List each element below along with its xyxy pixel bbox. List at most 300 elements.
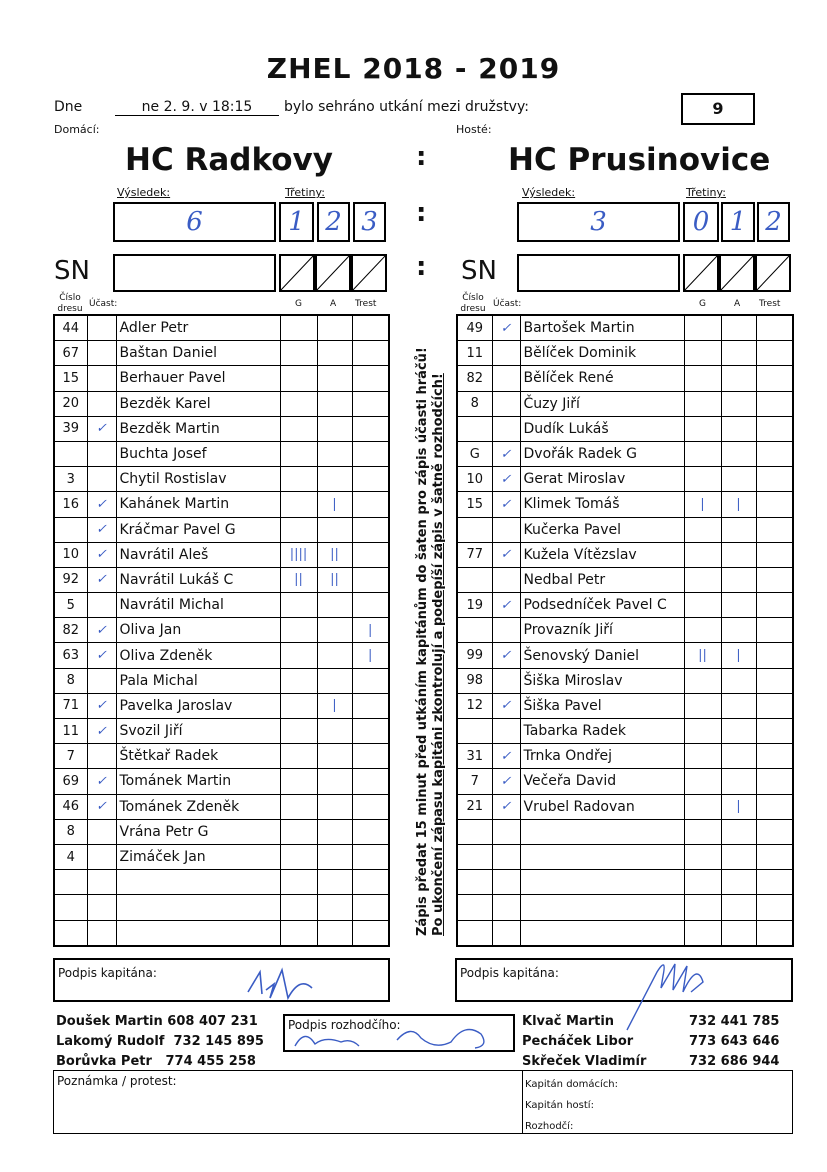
home-jersey-number[interactable] [54,920,87,946]
home-assists[interactable] [317,895,352,920]
away-player-name[interactable]: Kužela Vítězslav [520,542,684,567]
home-penalty[interactable] [352,719,389,744]
home-attendance-check[interactable] [87,844,116,869]
away-goals[interactable] [684,441,721,466]
away-attendance-check[interactable] [492,844,520,869]
away-player-name[interactable]: Večeřa David [520,769,684,794]
home-assists[interactable] [317,819,352,844]
home-assists[interactable] [317,391,352,416]
away-attendance-check[interactable]: ✓ [492,794,520,819]
home-assists[interactable] [317,668,352,693]
away-attendance-check[interactable] [492,618,520,643]
away-penalty[interactable] [756,467,793,492]
away-goals[interactable] [684,391,721,416]
home-penalty[interactable] [352,920,389,946]
home-goals[interactable] [280,593,317,618]
away-player-name[interactable] [520,819,684,844]
away-attendance-check[interactable] [492,668,520,693]
away-player-name[interactable]: Čuzy Jiří [520,391,684,416]
away-attendance-check[interactable] [492,366,520,391]
referee-sign-box[interactable] [283,1014,515,1052]
away-penalty[interactable] [756,844,793,869]
home-jersey-number[interactable]: 69 [54,769,87,794]
home-jersey-number[interactable] [54,441,87,466]
home-penalty[interactable] [352,693,389,718]
away-player-name[interactable]: Šiška Pavel [520,693,684,718]
home-goals[interactable] [280,719,317,744]
away-goals[interactable] [684,618,721,643]
home-player-name[interactable] [116,870,280,895]
home-jersey-number[interactable]: 20 [54,391,87,416]
away-penalty[interactable] [756,441,793,466]
home-attendance-check[interactable] [87,441,116,466]
home-attendance-check[interactable] [87,366,116,391]
away-goals[interactable] [684,693,721,718]
home-goals[interactable] [280,618,317,643]
home-penalty[interactable] [352,567,389,592]
home-player-name[interactable]: Vrána Petr G [116,819,280,844]
away-goals[interactable] [684,895,721,920]
away-assists[interactable] [721,870,756,895]
away-penalty[interactable] [756,769,793,794]
home-player-name[interactable]: Adler Petr [116,315,280,341]
away-jersey-number[interactable]: 31 [457,744,492,769]
home-attendance-check[interactable] [87,341,116,366]
away-player-name[interactable]: Šiška Miroslav [520,668,684,693]
away-goals[interactable] [684,870,721,895]
away-assists[interactable] [721,819,756,844]
home-captain-sign-box[interactable] [53,958,390,1002]
away-assists[interactable] [721,517,756,542]
home-assists[interactable] [317,416,352,441]
away-goals[interactable]: | [684,492,721,517]
home-attendance-check[interactable]: ✓ [87,769,116,794]
home-jersey-number[interactable]: 15 [54,366,87,391]
away-player-name[interactable]: Trnka Ondřej [520,744,684,769]
away-goals[interactable] [684,719,721,744]
away-player-name[interactable] [520,870,684,895]
home-penalty[interactable] [352,744,389,769]
away-jersey-number[interactable]: 10 [457,467,492,492]
home-goals[interactable] [280,870,317,895]
away-penalty[interactable] [756,618,793,643]
home-player-name[interactable]: Bezděk Karel [116,391,280,416]
home-jersey-number[interactable]: 92 [54,567,87,592]
away-penalty[interactable] [756,693,793,718]
home-jersey-number[interactable]: 71 [54,693,87,718]
away-jersey-number[interactable]: 21 [457,794,492,819]
away-penalty[interactable] [756,920,793,946]
home-attendance-check[interactable]: ✓ [87,517,116,542]
home-player-name[interactable]: Chytil Rostislav [116,467,280,492]
away-assists[interactable] [721,693,756,718]
away-goals[interactable] [684,794,721,819]
home-jersey-number[interactable]: 16 [54,492,87,517]
away-goals[interactable] [684,769,721,794]
away-jersey-number[interactable]: 12 [457,693,492,718]
home-jersey-number[interactable]: 46 [54,794,87,819]
away-attendance-check[interactable]: ✓ [492,542,520,567]
home-goals[interactable]: |||| [280,542,317,567]
away-jersey-number[interactable]: 99 [457,643,492,668]
away-player-name[interactable]: Kučerka Pavel [520,517,684,542]
away-attendance-check[interactable] [492,870,520,895]
home-player-name[interactable]: Navrátil Aleš [116,542,280,567]
away-penalty[interactable] [756,416,793,441]
home-attendance-check[interactable]: ✓ [87,567,116,592]
home-jersey-number[interactable] [54,517,87,542]
home-attendance-check[interactable]: ✓ [87,416,116,441]
home-goals[interactable] [280,668,317,693]
away-goals[interactable] [684,341,721,366]
away-assists[interactable] [721,593,756,618]
home-assists[interactable] [317,920,352,946]
home-penalty[interactable] [352,441,389,466]
away-jersey-number[interactable]: 8 [457,391,492,416]
away-player-name[interactable]: Bělíček Dominik [520,341,684,366]
home-goals[interactable] [280,341,317,366]
home-jersey-number[interactable]: 67 [54,341,87,366]
away-player-name[interactable] [520,895,684,920]
away-player-name[interactable] [520,920,684,946]
home-attendance-check[interactable]: ✓ [87,794,116,819]
home-attendance-check[interactable]: ✓ [87,618,116,643]
away-assists[interactable] [721,567,756,592]
home-assists[interactable] [317,870,352,895]
home-attendance-check[interactable]: ✓ [87,693,116,718]
home-jersey-number[interactable]: 10 [54,542,87,567]
away-player-name[interactable]: Podsedníček Pavel C [520,593,684,618]
home-assists[interactable]: | [317,492,352,517]
home-attendance-check[interactable] [87,593,116,618]
home-jersey-number[interactable]: 8 [54,668,87,693]
home-goals[interactable]: || [280,567,317,592]
away-goals[interactable] [684,819,721,844]
away-jersey-number[interactable] [457,870,492,895]
home-goals[interactable] [280,441,317,466]
away-attendance-check[interactable] [492,895,520,920]
away-attendance-check[interactable]: ✓ [492,744,520,769]
home-assists[interactable] [317,618,352,643]
away-assists[interactable] [721,315,756,341]
home-player-name[interactable]: Kráčmar Pavel G [116,517,280,542]
home-goals[interactable] [280,366,317,391]
away-penalty[interactable] [756,341,793,366]
home-goals[interactable] [280,416,317,441]
home-player-name[interactable]: Navrátil Michal [116,593,280,618]
home-player-name[interactable]: Svozil Jiří [116,719,280,744]
away-jersey-number[interactable]: G [457,441,492,466]
home-player-name[interactable]: Zimáček Jan [116,844,280,869]
home-penalty[interactable] [352,870,389,895]
away-assists[interactable] [721,391,756,416]
away-assists[interactable] [721,441,756,466]
away-player-name[interactable]: Vrubel Radovan [520,794,684,819]
home-jersey-number[interactable] [54,870,87,895]
away-attendance-check[interactable] [492,341,520,366]
away-assists[interactable] [721,844,756,869]
home-player-name[interactable]: Oliva Zdeněk [116,643,280,668]
away-penalty[interactable] [756,819,793,844]
home-penalty[interactable] [352,769,389,794]
away-attendance-check[interactable]: ✓ [492,593,520,618]
home-goals[interactable] [280,467,317,492]
away-attendance-check[interactable]: ✓ [492,769,520,794]
away-assists[interactable] [721,366,756,391]
away-penalty[interactable] [756,315,793,341]
home-jersey-number[interactable]: 4 [54,844,87,869]
away-penalty[interactable] [756,391,793,416]
home-jersey-number[interactable]: 82 [54,618,87,643]
home-assists[interactable] [317,794,352,819]
home-player-name[interactable] [116,920,280,946]
home-penalty[interactable] [352,819,389,844]
home-goals[interactable] [280,643,317,668]
away-goals[interactable] [684,668,721,693]
away-assists[interactable] [721,769,756,794]
home-assists[interactable]: || [317,567,352,592]
home-player-name[interactable] [116,895,280,920]
home-player-name[interactable]: Bezděk Martin [116,416,280,441]
home-penalty[interactable] [352,593,389,618]
home-jersey-number[interactable]: 63 [54,643,87,668]
home-assists[interactable] [317,769,352,794]
away-jersey-number[interactable]: 19 [457,593,492,618]
away-player-name[interactable]: Bartošek Martin [520,315,684,341]
away-goals[interactable] [684,467,721,492]
away-goals[interactable] [684,315,721,341]
away-player-name[interactable]: Tabarka Radek [520,719,684,744]
away-goals[interactable] [684,920,721,946]
home-jersey-number[interactable]: 3 [54,467,87,492]
home-player-name[interactable]: Buchta Josef [116,441,280,466]
away-assists[interactable]: | [721,492,756,517]
home-player-name[interactable]: Tománek Martin [116,769,280,794]
away-jersey-number[interactable]: 7 [457,769,492,794]
away-assists[interactable] [721,467,756,492]
away-penalty[interactable] [756,492,793,517]
home-assists[interactable] [317,744,352,769]
away-goals[interactable] [684,542,721,567]
away-penalty[interactable] [756,517,793,542]
away-jersey-number[interactable]: 15 [457,492,492,517]
away-jersey-number[interactable] [457,920,492,946]
home-goals[interactable] [280,492,317,517]
away-goals[interactable] [684,517,721,542]
away-jersey-number[interactable] [457,895,492,920]
home-assists[interactable] [317,441,352,466]
away-goals[interactable] [684,416,721,441]
away-assists[interactable] [721,341,756,366]
home-goals[interactable] [280,819,317,844]
home-goals[interactable] [280,844,317,869]
away-player-name[interactable]: Dvořák Radek G [520,441,684,466]
home-goals[interactable] [280,794,317,819]
away-penalty[interactable] [756,643,793,668]
away-assists[interactable] [721,719,756,744]
home-attendance-check[interactable] [87,391,116,416]
home-goals[interactable] [280,920,317,946]
away-jersey-number[interactable] [457,844,492,869]
home-attendance-check[interactable]: ✓ [87,719,116,744]
away-player-name[interactable]: Bělíček René [520,366,684,391]
away-jersey-number[interactable]: 98 [457,668,492,693]
away-assists[interactable]: | [721,643,756,668]
home-attendance-check[interactable]: ✓ [87,492,116,517]
home-attendance-check[interactable]: ✓ [87,542,116,567]
away-jersey-number[interactable] [457,567,492,592]
home-attendance-check[interactable] [87,744,116,769]
home-assists[interactable] [317,643,352,668]
home-penalty[interactable]: | [352,643,389,668]
home-player-name[interactable]: Štětkař Radek [116,744,280,769]
away-jersey-number[interactable]: 49 [457,315,492,341]
away-jersey-number[interactable]: 77 [457,542,492,567]
home-jersey-number[interactable]: 5 [54,593,87,618]
away-attendance-check[interactable] [492,416,520,441]
home-jersey-number[interactable]: 8 [54,819,87,844]
home-attendance-check[interactable] [87,819,116,844]
home-goals[interactable] [280,744,317,769]
away-jersey-number[interactable] [457,719,492,744]
away-penalty[interactable] [756,744,793,769]
home-assists[interactable]: || [317,542,352,567]
away-player-name[interactable]: Šenovský Daniel [520,643,684,668]
home-penalty[interactable] [352,315,389,341]
home-goals[interactable] [280,895,317,920]
home-player-name[interactable]: Pala Michal [116,668,280,693]
home-penalty[interactable] [352,895,389,920]
away-player-name[interactable]: Gerat Miroslav [520,467,684,492]
home-penalty[interactable] [352,492,389,517]
home-assists[interactable] [317,719,352,744]
away-jersey-number[interactable] [457,819,492,844]
home-jersey-number[interactable]: 44 [54,315,87,341]
away-assists[interactable] [721,920,756,946]
home-goals[interactable] [280,517,317,542]
away-attendance-check[interactable]: ✓ [492,467,520,492]
away-assists[interactable] [721,416,756,441]
home-attendance-check[interactable] [87,315,116,341]
away-goals[interactable] [684,593,721,618]
home-jersey-number[interactable]: 39 [54,416,87,441]
home-attendance-check[interactable]: ✓ [87,643,116,668]
away-assists[interactable]: | [721,794,756,819]
away-player-name[interactable]: Klimek Tomáš [520,492,684,517]
home-player-name[interactable]: Pavelka Jaroslav [116,693,280,718]
home-penalty[interactable] [352,467,389,492]
home-penalty[interactable] [352,542,389,567]
away-penalty[interactable] [756,895,793,920]
home-player-name[interactable]: Berhauer Pavel [116,366,280,391]
away-goals[interactable] [684,744,721,769]
away-penalty[interactable] [756,542,793,567]
home-penalty[interactable] [352,794,389,819]
away-assists[interactable] [721,668,756,693]
away-attendance-check[interactable] [492,567,520,592]
away-player-name[interactable]: Nedbal Petr [520,567,684,592]
away-player-name[interactable]: Provazník Jiří [520,618,684,643]
away-goals[interactable] [684,567,721,592]
away-penalty[interactable] [756,870,793,895]
home-penalty[interactable] [352,517,389,542]
home-jersey-number[interactable]: 7 [54,744,87,769]
away-penalty[interactable] [756,794,793,819]
home-assists[interactable]: | [317,693,352,718]
home-player-name[interactable]: Kahánek Martin [116,492,280,517]
home-attendance-check[interactable] [87,668,116,693]
home-penalty[interactable] [352,416,389,441]
home-penalty[interactable] [352,668,389,693]
away-penalty[interactable] [756,719,793,744]
home-penalty[interactable] [352,844,389,869]
home-player-name[interactable]: Oliva Jan [116,618,280,643]
away-penalty[interactable] [756,366,793,391]
away-player-name[interactable] [520,844,684,869]
away-attendance-check[interactable] [492,920,520,946]
home-assists[interactable] [317,593,352,618]
home-jersey-number[interactable]: 11 [54,719,87,744]
home-penalty[interactable] [352,341,389,366]
home-attendance-check[interactable] [87,870,116,895]
home-assists[interactable] [317,467,352,492]
away-jersey-number[interactable] [457,416,492,441]
home-assists[interactable] [317,517,352,542]
away-attendance-check[interactable]: ✓ [492,693,520,718]
home-attendance-check[interactable] [87,467,116,492]
away-attendance-check[interactable]: ✓ [492,441,520,466]
away-jersey-number[interactable]: 11 [457,341,492,366]
away-goals[interactable]: || [684,643,721,668]
home-assists[interactable] [317,844,352,869]
home-penalty[interactable]: | [352,618,389,643]
away-penalty[interactable] [756,668,793,693]
away-attendance-check[interactable] [492,517,520,542]
away-jersey-number[interactable]: 82 [457,366,492,391]
home-goals[interactable] [280,315,317,341]
away-captain-sign-box[interactable] [455,958,793,1002]
away-assists[interactable] [721,744,756,769]
away-jersey-number[interactable] [457,517,492,542]
away-player-name[interactable]: Dudík Lukáš [520,416,684,441]
away-penalty[interactable] [756,593,793,618]
home-goals[interactable] [280,769,317,794]
home-player-name[interactable]: Tománek Zdeněk [116,794,280,819]
away-assists[interactable] [721,895,756,920]
home-penalty[interactable] [352,391,389,416]
note-box[interactable] [53,1070,793,1134]
home-goals[interactable] [280,693,317,718]
home-penalty[interactable] [352,366,389,391]
home-assists[interactable] [317,315,352,341]
away-attendance-check[interactable] [492,819,520,844]
away-attendance-check[interactable] [492,719,520,744]
away-attendance-check[interactable]: ✓ [492,315,520,341]
away-assists[interactable] [721,618,756,643]
home-attendance-check[interactable] [87,920,116,946]
away-goals[interactable] [684,366,721,391]
home-assists[interactable] [317,366,352,391]
away-assists[interactable] [721,542,756,567]
home-goals[interactable] [280,391,317,416]
away-goals[interactable] [684,844,721,869]
away-jersey-number[interactable] [457,618,492,643]
away-attendance-check[interactable] [492,391,520,416]
home-assists[interactable] [317,341,352,366]
away-penalty[interactable] [756,567,793,592]
home-jersey-number[interactable] [54,895,87,920]
away-attendance-check[interactable]: ✓ [492,643,520,668]
